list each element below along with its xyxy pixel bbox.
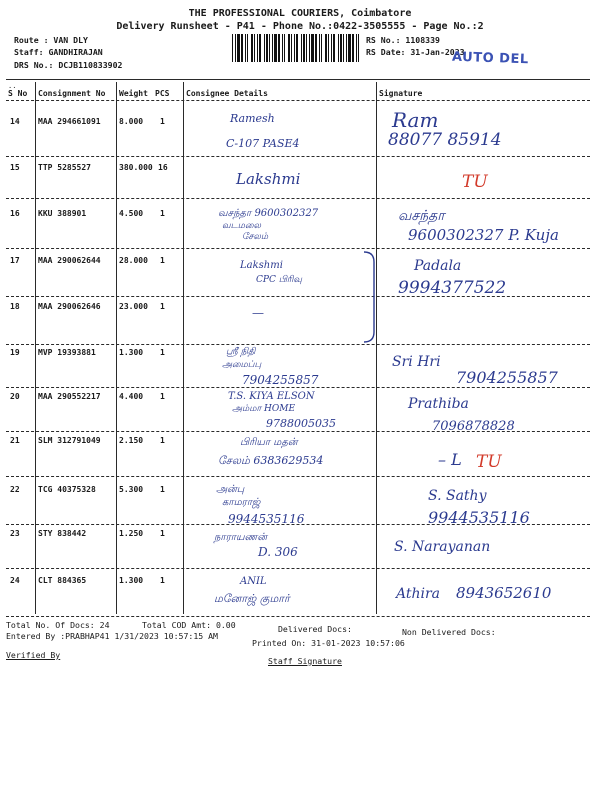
- row-weight: 23.000: [119, 302, 148, 311]
- consignee-handwriting: அன்பு: [216, 484, 245, 495]
- row-sno: 20: [10, 392, 20, 401]
- row-pcs: 1: [160, 485, 165, 494]
- row-sno: 19: [10, 348, 20, 357]
- route-label: Route : VAN DLY: [14, 35, 88, 45]
- row-weight: 5.300: [119, 485, 144, 494]
- signature-handwriting: 7096878828: [432, 419, 515, 434]
- row-weight: 380.000: [119, 163, 153, 172]
- signature-handwriting: S. Narayanan: [394, 539, 491, 555]
- row-pcs: 1: [160, 256, 165, 265]
- row-consignment: MAA 290062644: [38, 256, 101, 265]
- signature-handwriting: Prathiba: [408, 396, 469, 412]
- barcode-bar: [254, 34, 255, 62]
- row-divider: [6, 568, 590, 569]
- row-weight: 4.400: [119, 392, 144, 401]
- consignee-handwriting: நாராயணன்: [214, 532, 268, 543]
- barcode-bar: [358, 34, 359, 62]
- barcode-bar: [340, 34, 342, 62]
- row-pcs: 1: [160, 348, 165, 357]
- row-weight: 28.000: [119, 256, 148, 265]
- row-divider: [6, 344, 590, 345]
- row-sno: 18: [10, 302, 20, 311]
- signature-handwriting: TU: [462, 172, 488, 192]
- row-divider: [6, 248, 590, 249]
- row-consignment: CLT 884365: [38, 576, 87, 585]
- signature-handwriting: 9600302327 P. Kuja: [408, 226, 559, 244]
- barcode-bar: [251, 34, 253, 62]
- signature-handwriting: 88077 85914: [388, 130, 502, 150]
- consignee-handwriting: சேலம் 6383629534: [218, 454, 324, 467]
- signature-handwriting: – L: [438, 450, 462, 469]
- barcode-bar: [278, 34, 280, 62]
- consignee-handwriting: CPC பிரிவு: [256, 275, 302, 285]
- consignee-handwriting: 9788005035: [266, 417, 336, 430]
- row-weight: 1.300: [119, 348, 144, 357]
- col-consignment: Consignment No: [38, 89, 106, 98]
- consignee-handwriting: சேலம்: [242, 232, 269, 242]
- auto-delivery-stamp: AUTO DEL: [451, 49, 529, 68]
- barcode-bar: [315, 34, 317, 62]
- row-pcs: 16: [158, 163, 168, 172]
- consignee-handwriting: Lakshmi: [240, 260, 283, 271]
- consignee-handwriting: ANIL: [240, 576, 267, 587]
- consignee-handwriting: Lakshmi: [236, 170, 301, 188]
- barcode-bar: [245, 34, 246, 62]
- barcode-bar: [266, 34, 268, 62]
- signature-handwriting: வசந்தா: [398, 208, 445, 224]
- barcode-bar: [259, 34, 261, 62]
- barcode-bar: [306, 34, 307, 62]
- barcode-bar: [301, 34, 302, 62]
- barcode-bar: [331, 34, 332, 62]
- entered-by: Entered By :PRABHAP41 1/31/2023 10:57:15 AM: [6, 631, 218, 641]
- col-sno: S No: [8, 89, 28, 98]
- company-title: THE PROFESSIONAL COURIERS, Coimbatore: [188, 8, 412, 19]
- verified-by: Verified By: [6, 650, 61, 660]
- barcode-bar: [338, 34, 339, 62]
- row-divider: [6, 476, 590, 477]
- consignee-handwriting: T.S. KIYA ELSON: [228, 391, 315, 402]
- consignee-handwriting: அம்மா HOME: [232, 404, 296, 414]
- barcode-bar: [269, 34, 270, 62]
- row-pcs: 1: [160, 436, 165, 445]
- row-consignment: TTP 5285527: [38, 163, 91, 172]
- barcode-bar: [291, 34, 292, 62]
- barcode-bar: [303, 34, 305, 62]
- barcode-bar: [241, 34, 243, 62]
- row-sno: 14: [10, 117, 20, 126]
- barcode-bar: [272, 34, 273, 62]
- delivered-docs: Delivered Docs:: [278, 624, 352, 634]
- signature-handwriting: Padala: [414, 258, 462, 274]
- signature-handwriting: 7904255857: [456, 368, 558, 387]
- signature-handwriting: Ram: [392, 108, 439, 132]
- row-divider: [6, 156, 590, 157]
- consignee-handwriting: வசந்தா 9600302327: [218, 208, 319, 219]
- row-sno: 23: [10, 529, 20, 538]
- col-pcs: PCS: [155, 89, 170, 98]
- footer-rule: [6, 616, 590, 617]
- row-sno: 24: [10, 576, 20, 585]
- barcode-bar: [237, 34, 240, 62]
- col-consignee: Consignee Details: [186, 89, 268, 98]
- barcode-bar: [296, 34, 298, 62]
- signature-handwriting: Athira: [396, 586, 441, 602]
- header-bottom-rule: [6, 100, 590, 101]
- row-consignment: MVP 19393881: [38, 348, 96, 357]
- barcode-bar: [247, 34, 248, 62]
- consignee-handwriting: Ramesh: [230, 112, 275, 125]
- column-divider: [116, 82, 117, 614]
- row-weight: 4.500: [119, 209, 144, 218]
- barcode-bar: [321, 34, 322, 62]
- barcode-bar: [294, 34, 295, 62]
- rs-date: RS Date: 31-Jan-2023: [366, 47, 465, 57]
- row-pcs: 1: [160, 302, 165, 311]
- printed-on: Printed On: 31-01-2023 10:57:06: [252, 638, 405, 648]
- row-consignment: SLM 312791049: [38, 436, 101, 445]
- row-pcs: 1: [160, 576, 165, 585]
- row-consignment: STY 838442: [38, 529, 87, 538]
- row-pcs: 1: [160, 209, 165, 218]
- column-divider: [376, 82, 377, 614]
- row-consignment: KKU 388901: [38, 209, 87, 218]
- row-weight: 1.300: [119, 576, 144, 585]
- staff-signature: Staff Signature: [268, 656, 342, 666]
- row-sno: 16: [10, 209, 20, 218]
- col-signature: Signature: [379, 89, 423, 98]
- barcode-bar: [284, 34, 285, 62]
- barcode-bar: [319, 34, 320, 62]
- non-delivered-docs: Non Delivered Docs:: [402, 627, 496, 637]
- row-weight: 2.150: [119, 436, 144, 445]
- barcode-bar: [288, 34, 290, 62]
- row-divider: [6, 431, 590, 432]
- consignee-handwriting: —: [252, 306, 264, 320]
- consignee-handwriting: 7904255857: [242, 373, 319, 387]
- signature-handwriting: TU: [476, 452, 502, 472]
- barcode-bar: [264, 34, 265, 62]
- row-pcs: 1: [160, 392, 165, 401]
- signature-handwriting: 8943652610: [456, 584, 552, 602]
- barcode-bar: [235, 34, 236, 62]
- barcode-bar: [346, 34, 347, 62]
- barcode-bar: [356, 34, 357, 62]
- row-sno: 21: [10, 436, 20, 445]
- consignee-handwriting: வடமலை: [222, 221, 262, 231]
- signature-handwriting: S. Sathy: [428, 488, 487, 504]
- barcode-bar: [309, 34, 310, 62]
- total-docs: Total No. Of Docs: 24: [6, 620, 110, 630]
- barcode-bar: [333, 34, 335, 62]
- row-consignment: MAA 294661091: [38, 117, 101, 126]
- row-consignment: MAA 290062646: [38, 302, 101, 311]
- drs-number: DRS No.: DCJB110833902: [14, 60, 123, 70]
- consignee-handwriting: மனோஜ் குமார்: [214, 592, 290, 605]
- row-sno: 17: [10, 256, 20, 265]
- row-pcs: 1: [160, 117, 165, 126]
- row-weight: 1.250: [119, 529, 144, 538]
- column-divider: [35, 82, 36, 614]
- barcode-bar: [274, 34, 277, 62]
- total-cod-amount: Total COD Amt: 0.00: [142, 620, 236, 630]
- barcode-image: [232, 34, 360, 62]
- row-weight: 8.000: [119, 117, 144, 126]
- col-weight: Weight: [119, 89, 148, 98]
- consignee-handwriting: 9944535116: [228, 512, 305, 526]
- row-pcs: 1: [160, 529, 165, 538]
- row-consignment: MAA 290552217: [38, 392, 101, 401]
- bracket-mark: [360, 250, 384, 345]
- row-sno: 22: [10, 485, 20, 494]
- consignee-handwriting: ஸ்ரீ நிதி: [226, 347, 256, 357]
- header-mark: ..: [8, 82, 17, 90]
- barcode-bar: [311, 34, 314, 62]
- consignee-handwriting: அமைப்பு: [222, 360, 262, 370]
- rs-number: RS No.: 1108339: [366, 35, 440, 45]
- row-divider: [6, 198, 590, 199]
- consignee-handwriting: பிரியா மதன்: [240, 437, 298, 448]
- row-divider: [6, 296, 590, 297]
- barcode-bar: [232, 34, 233, 62]
- barcode-bar: [325, 34, 327, 62]
- signature-handwriting: Sri Hri: [392, 354, 441, 370]
- header-top-rule: [6, 79, 590, 80]
- row-divider: [6, 524, 590, 525]
- barcode-bar: [257, 34, 258, 62]
- row-consignment: TCG 40375328: [38, 485, 96, 494]
- signature-handwriting: 9994377522: [398, 278, 507, 298]
- barcode-bar: [352, 34, 354, 62]
- consignee-handwriting: D. 306: [258, 545, 298, 559]
- signature-handwriting: 9944535116: [428, 508, 530, 527]
- barcode-bar: [328, 34, 329, 62]
- row-divider: [6, 387, 590, 388]
- runsheet-subtitle: Delivery Runsheet - P41 - Phone No.:0422-3505555 - Page No.:2: [116, 21, 484, 32]
- barcode-bar: [343, 34, 344, 62]
- column-divider: [183, 82, 184, 614]
- row-sno: 15: [10, 163, 20, 172]
- barcode-bar: [282, 34, 283, 62]
- consignee-handwriting: காமராஜ்: [222, 497, 261, 508]
- staff-label: Staff: GANDHIRAJAN: [14, 47, 103, 57]
- barcode-bar: [348, 34, 351, 62]
- consignee-handwriting: C-107 PASE4: [226, 137, 300, 150]
